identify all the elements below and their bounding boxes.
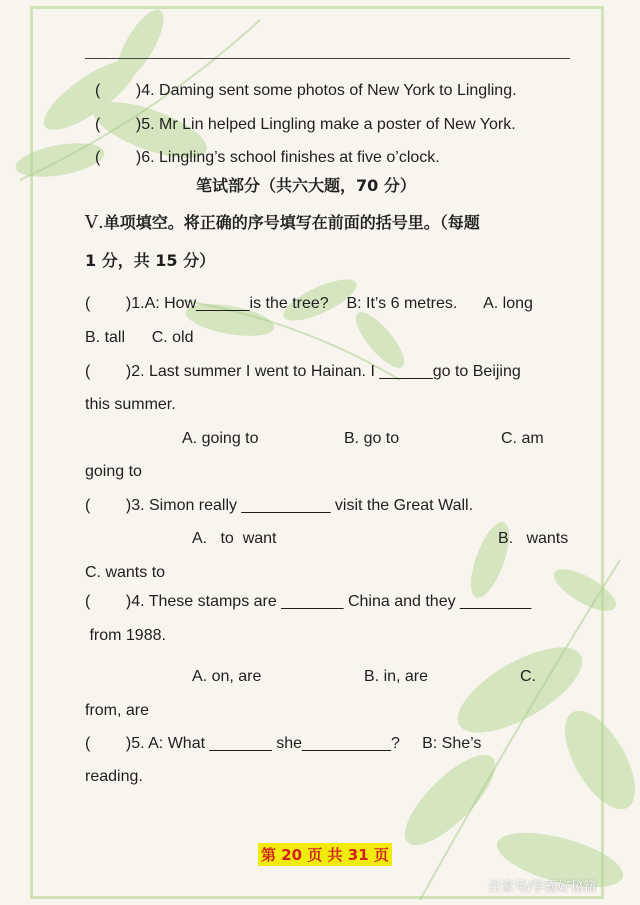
question-4-line1: ( )4. These stamps are _______ China and they ________ bbox=[85, 593, 532, 610]
section-v-heading bbox=[85, 213, 480, 234]
question-4-line3: from, are bbox=[85, 702, 150, 719]
question-1-line2: B. tall C. old bbox=[85, 329, 194, 346]
question-3-line2: C. wants to bbox=[85, 564, 166, 581]
question-2-line2: this summer. bbox=[85, 396, 176, 413]
section-v-heading-line2: 1 分，共 15 分） bbox=[85, 251, 216, 270]
question-5-line2: reading. bbox=[85, 768, 143, 785]
question-2-line1: ( )2. Last summer I went to Hainan. I ______go to Beijing bbox=[85, 363, 521, 380]
watermark: 百家号/学霸好秘籍 bbox=[488, 880, 597, 895]
page-number-footer: 第 20 页 共 31 页 bbox=[258, 843, 392, 866]
section-v-heading-text: 单项填空。将正确的序号填写在前面的括号里。（每题 bbox=[103, 213, 480, 232]
question-4-line2: from 1988. bbox=[85, 627, 166, 644]
question-2-option-b: B. go to bbox=[344, 430, 400, 447]
written-section-title: 笔试部分（共六大题，70 分） bbox=[196, 176, 416, 195]
question-3-option-b: B. wants bbox=[498, 530, 569, 547]
section-v-numeral: Ⅴ. bbox=[85, 212, 104, 233]
question-4-option-c: C. bbox=[520, 668, 536, 685]
question-3-line1: ( )3. Simon really __________ visit the Great Wall. bbox=[85, 497, 474, 514]
question-5-line1: ( )5. A: What _______ she__________? B: She’s bbox=[85, 735, 482, 752]
question-3-option-a: A. to want bbox=[192, 530, 277, 547]
question-1-line1: ( )1.A: How______is the tree? B: It’s 6 metres. A. long bbox=[85, 295, 533, 312]
listening-q6: ( )6. Lingling’s school finishes at five o’clock. bbox=[95, 149, 440, 166]
question-4-option-a: A. on, are bbox=[192, 668, 262, 685]
listening-q5: ( )5. Mr Lin helped Lingling make a poster of New York. bbox=[95, 116, 516, 133]
question-2-option-a: A. going to bbox=[182, 430, 259, 447]
question-4-option-b: B. in, are bbox=[364, 668, 429, 685]
question-2-line3: going to bbox=[85, 463, 142, 480]
question-2-option-c: C. am bbox=[501, 430, 544, 447]
answer-rule bbox=[85, 58, 570, 59]
listening-q4: ( )4. Daming sent some photos of New York to Lingling. bbox=[95, 82, 517, 99]
